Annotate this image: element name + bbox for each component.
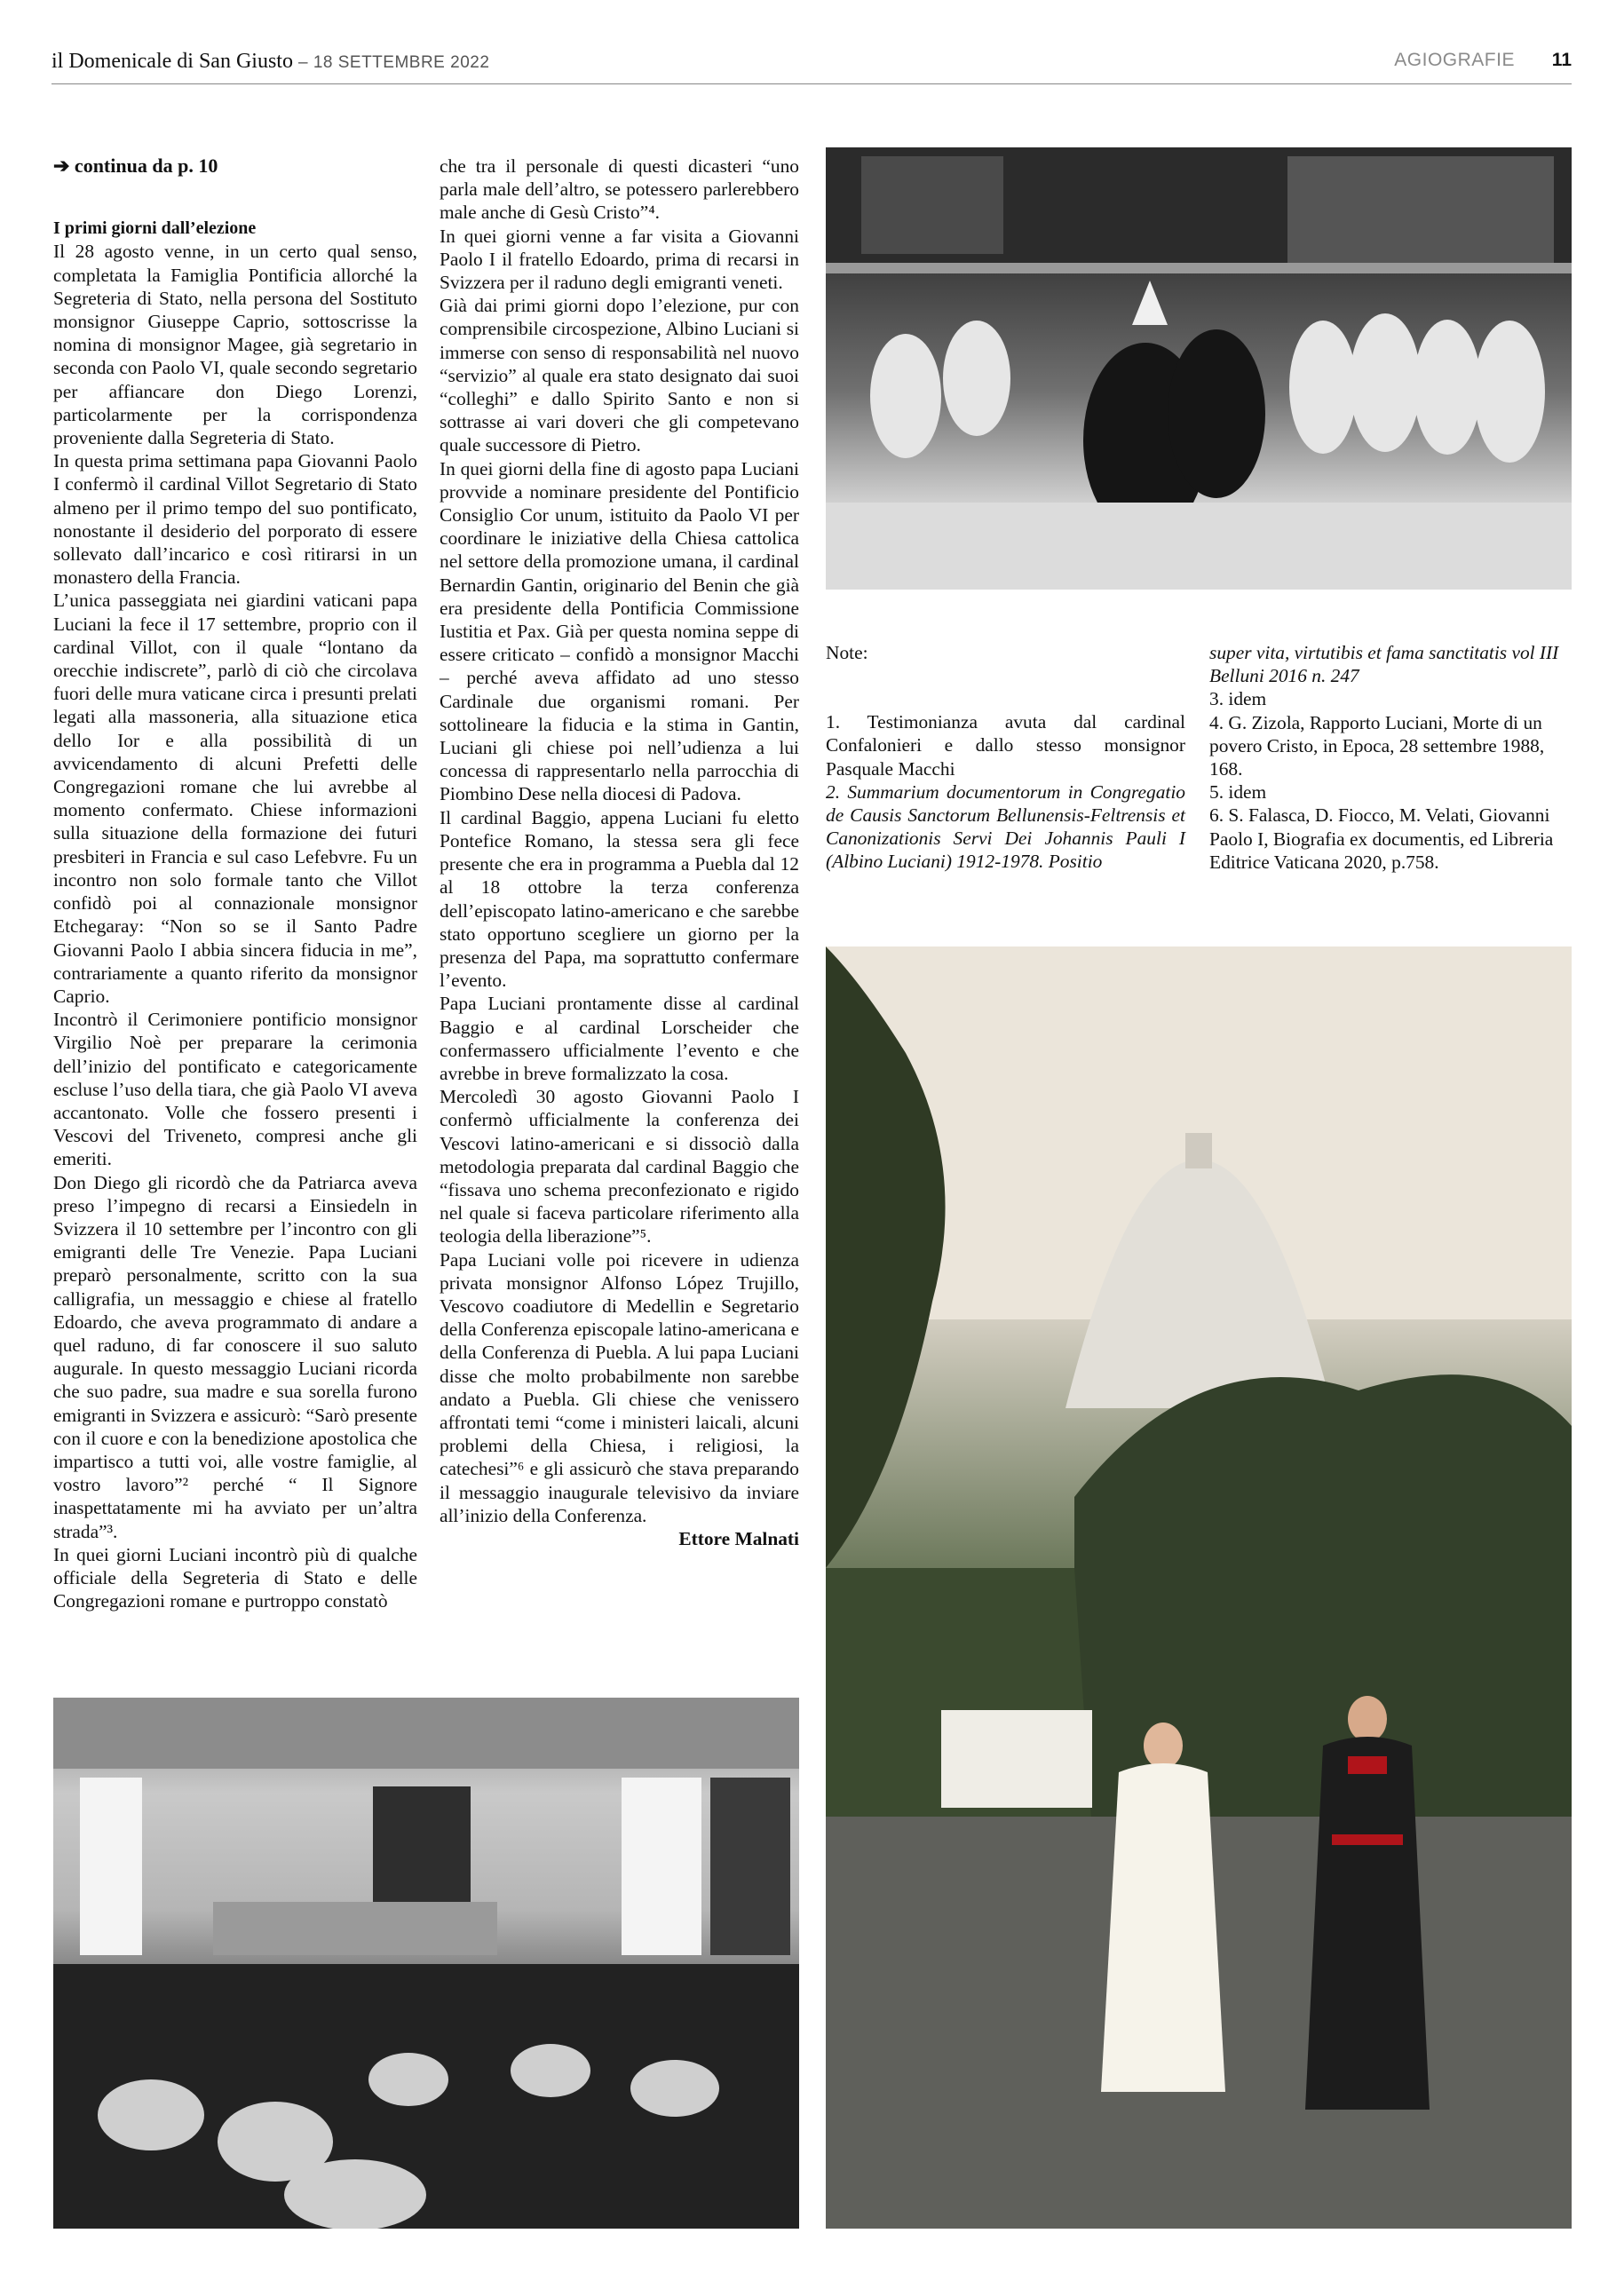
paragraph: In quei giorni venne a far visita a Giovanni Paolo I il fratello Edoardo, prima di recarsi in Svizzera per il raduno degli emigranti veneti. [440,225,799,294]
paragraph: che tra il personale di questi dicasteri “uno parla male dell’altro, se potessero parlerebbero male anche di Gesù Cristo”⁴. [440,155,799,224]
notes-right [1209,641,1572,874]
paragraph: Già dai primi giorni dopo l’elezione, pur con comprensibile circospezione, Albino Luciani si immerse con senso di responsabilità nel nuovo “servizio” al quale era stato designato dai suoi “colleghi” e dallo Spirito Santo e non si sottrasse ai vari doveri che gli competevano quale successore di Pietro. [440,295,799,456]
notes-heading: Note: [826,642,868,663]
paragraph: In quei giorni della fine di agosto papa Luciani provvide a nominare presidente del Pontificio Consiglio Cor unum, istituito da Paolo VI per coordinare le iniziative della Chiesa cattolica nel settore della promozione umana, il cardinal Bernardin Gantin, originario del Benin che già era presidente della Pontificia Commissione Iustitia et Pax. Già per questa nomina seppe di essere criticato – confidò a monsignor Macchi – perché aveva affidato ad uno stesso Cardinale due organismi romani. Per sottolineare la fiducia e la stima in Gantin, Luciani gli chiese poi nell’udienza a lui concessa di rappresentarlo nella parrocchia di Piombino Dese nella diocesi di Padova. [440,457,799,805]
page-number: 11 [1551,50,1572,70]
note-item: super vita, virtutibis et fama sanctitatis vol III Belluni 2016 n. 247 [1209,642,1559,687]
section-label [1394,50,1572,71]
article-subhead: I primi giorni dall’elezione [53,218,257,239]
note-item: 5. idem [1209,781,1267,804]
paragraph: Il 28 agosto venne, in un certo qual senso, completata la Famiglia Pontificia allorché la Segreteria di Stato, nella persona del Sostituto monsignor Giuseppe Caprio, sottoscrisse la nomina di monsignor Magee, già segretario in seconda con Paolo VI, quale secondo segretario per affiancare don Diego Lorenzi, particolarmente per la corrispondenza proveniente dalla Segreteria di Stato. [53,241,417,449]
notes-left [826,641,1185,874]
note-item: 1. Testimonianza avuta dal cardinal Confalonieri e dallo stesso monsignor Pasquale Macchi [826,711,1185,780]
publication-masthead [51,50,489,74]
publication-date: – 18 SETTEMBRE 2022 [297,53,490,72]
paragraph: Il cardinal Baggio, appena Luciani fu eletto Pontefice Romano, la stessa sera gli fece presente che era in programma a Puebla dal 12 al 18 ottobre la terza conferenza dell’episcopato latino-americano e che sarebbe stato opportuno scegliere un giorno per la presenza del Papa, ma soprattutto confermare l’evento. [440,806,799,992]
header-divider [51,83,1572,84]
paragraph: L’unica passeggiata nei giardini vaticani papa Luciani la fece il 17 settembre, proprio con il cardinal Villot, con il quale “lontano da orecchie indiscrete”, parlò di ciò che circolava fuori delle mura vaticane circa i presunti prelati legati alla massoneria, alla situazione etica dello Ior e alla possibilità di un avvicendamento di alcuni Prefetti delle Congregazioni romane che lui avrebbe al momento confermato. Chiese informazioni sulla situazione della formazione dei futuri presbiteri in Francia e sul caso Lefebvre. Fu un incontro non solo formale tanto che Villot confidò poi al connazionale monsignor Etchegaray: “Non so se il Santo Padre Giovanni Paolo I abbia sincera fiducia in me”, contrariamente a quanto riferito da monsignor Caprio. [53,590,417,1007]
note-item: 3. idem [1209,688,1267,710]
paragraph: In quei giorni Luciani incontrò più di qualche officiale della Segreteria di Stato e delle Congregazioni romane e purtroppo constatò [53,1543,417,1612]
note-item: 2. Summarium documentorum in Congregatio de Causis Sanctorum Bellunensis-Feltrensis et Canonizationis Servi Dei Johannis Pauli I (Albino Luciani) 1912-1978. Positio [826,780,1185,873]
paragraph: Mercoledì 30 agosto Giovanni Paolo I confermò ufficialmente la conferenza dei Vescovi latino-americani e si dissociò dalla metodologia preparata dal cardinal Baggio che “fissava uno schema preconfezionato e rigido nel quale si faceva particolare riferimento alla teologia della liberazione”⁵. [440,1086,799,1247]
note-item: 6. S. Falasca, D. Fiocco, M. Velati, Giovanni Paolo I, Biografia ex documentis, ed Libreria Editrice Vaticana 2020, p.758. [1209,804,1554,873]
note-item: 4. G. Zizola, Rapporto Luciani, Morte di un povero Cristo, in Epoca, 28 settembre 1988, 168. [1209,711,1545,780]
paragraph: In questa prima settimana papa Giovanni Paolo I confermò il cardinal Villot Segretario di Stato almeno per il primo tempo del suo pontificato, nonostante il desiderio del porporato di essere sollevato dall’incarico e così ritirarsi in un monastero della Francia. [53,450,417,589]
pope-figure [1101,1723,1225,2092]
paragraph: Papa Luciani prontamente disse al cardinal Baggio e al cardinal Lorscheider che confermassero ufficialmente l’evento e che avrebbe in breve formalizzato la cosa. [440,993,799,1084]
cardinal-figure [1305,1696,1430,2110]
article-column-2 [440,154,799,1550]
audience-hall-photo [826,147,1572,590]
assembly-hall-photo [53,1698,799,2229]
article-column-1 [53,154,417,1612]
continued-from[interactable]: ➔ continua da p. 10 [53,154,218,177]
paragraph: Incontrò il Cerimoniere pontificio monsignor Virgilio Noè per preparare la cerimonia dell’inizio del pontificato e categoricamente escluse l’uso della tiara, che già Paolo VI aveva accantonato. Volle che fossero presenti i Vescovi del Triveneto, compresi anche gli emeriti. [53,1009,417,1170]
paragraph: Don Diego gli ricordò che da Patriarca aveva preso l’impegno di recarsi a Einsiedeln in Svizzera il 10 settembre per l’incontro con gli emigranti delle Tre Venezie. Papa Luciani preparò personalmente, scritto con la sua calligrafia, un messaggio e chiese al fratello Edoardo, che aveva programmato di andare a quel raduno, di far conoscere il suo saluto augurale. In questo messaggio Luciani ricorda che suo padre, sua madre e sua sorella furono emigranti in Svizzera e assicurò: “Sarò presente con il cuore e con la benedizione apostolica che impartisco a tutti voi, alle vostre famiglie, al vostro lavoro”² perché “ Il Signore inaspettatamente mi ha avviato per un’altra strada”³. [53,1171,417,1542]
vatican-gardens-photo [826,946,1572,2229]
section-name: AGIOGRAFIE [1394,50,1515,70]
author-signature: Ettore Malnati [678,1527,799,1549]
paragraph: Papa Luciani volle poi ricevere in udienza privata monsignor Alfonso López Trujillo, Vescovo coadiutore di Medellin e Segretario della Conferenza episcopale latino-americana e della Conferenza di Puebla. A lui papa Luciani disse che molto probabilmente non sarebbe andato a Puebla. Gli chiese che venissero affrontati temi “come i ministeri laicali, alcuni problemi della Chiesa, i religiosi, la catechesi”⁶ e gli assicurò che stava preparando il messaggio inaugurale televisivo da inviare all’inizio della Conferenza. [440,1248,800,1526]
publication-name: il Domenicale di San Giusto [51,50,293,73]
page-header [51,46,1572,82]
